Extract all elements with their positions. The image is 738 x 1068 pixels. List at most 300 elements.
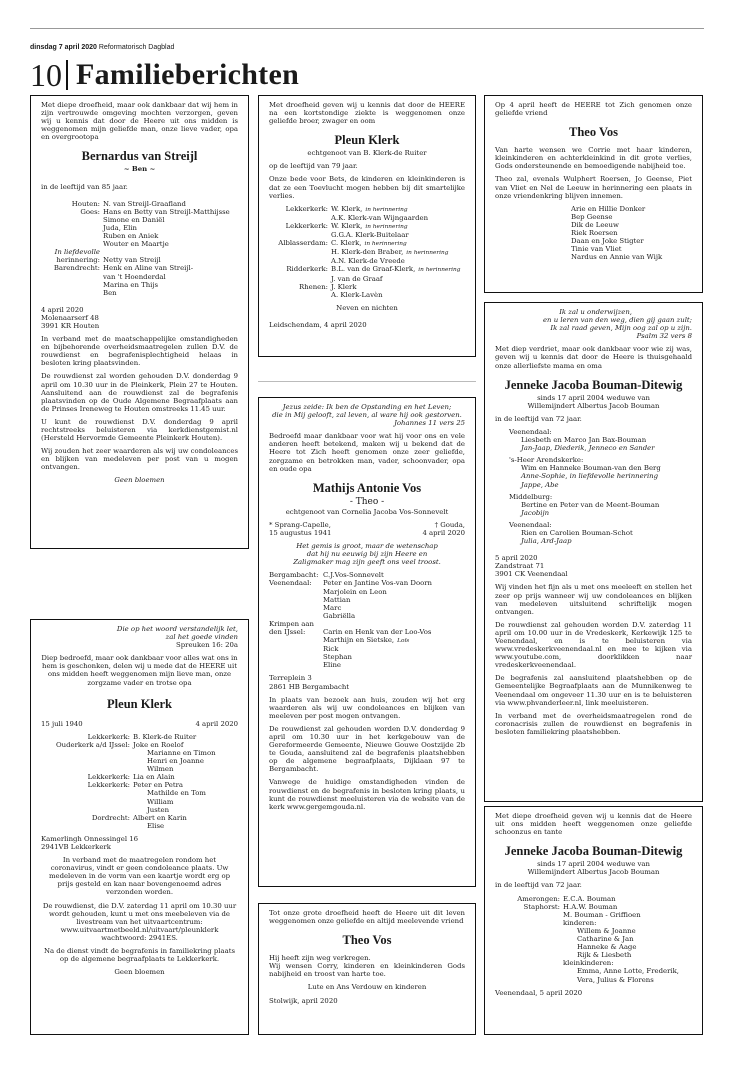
family-member: Gabriëlla <box>323 611 356 620</box>
section-title: Familieberichten <box>76 58 300 91</box>
family-member: H.A.W. Bouman <box>563 902 618 911</box>
death-date: 4 april 2020 <box>422 528 465 537</box>
family-list <box>495 428 692 545</box>
place-label <box>269 214 331 222</box>
family-value <box>331 205 465 214</box>
family-member: Rick <box>323 645 339 654</box>
family-row <box>269 248 465 257</box>
place-label <box>513 935 563 943</box>
announcement-jenneke-bouman-children <box>484 302 703 802</box>
family-member: Bertine en Peter van de Meent-Bouman <box>521 500 660 509</box>
deceased-name: Mathijs Antonie Vos <box>312 480 422 495</box>
ad-intro: Met diepe droefheid, maar ook dankbaar dat wij hem in zijn vertrouwde omgeving mochten verzorgen, geven wij u kennis dat door de Heere uit ons midden is weggenomen mijn geliefde man, onze lieve vader, opa en overgrootopa <box>41 101 238 142</box>
place-label: Houten: <box>71 199 100 208</box>
family-value <box>323 571 465 579</box>
family-row <box>269 214 465 222</box>
family-value <box>103 248 238 256</box>
signatory-list <box>495 205 692 262</box>
age-line: in de leeftijd van 72 jaar. <box>495 881 582 890</box>
family-row <box>269 275 465 283</box>
family-member: Hans en Betty van Streijl-Matthijsse <box>103 207 230 216</box>
family-value <box>323 588 465 596</box>
family-value <box>133 765 238 773</box>
footer-line: Stolwijk, april 2020 <box>269 996 338 1005</box>
family-member: C.J.Vos-Sonnevelt <box>323 571 384 580</box>
family-row <box>269 653 465 661</box>
family-member: Juda, Elin <box>103 223 137 232</box>
family-value <box>563 967 692 975</box>
family-row <box>41 273 238 281</box>
place-label <box>269 231 331 239</box>
family-row <box>269 257 465 265</box>
family-member: Willem & Joanne <box>577 926 636 935</box>
place-label: Veenendaal: <box>269 579 312 588</box>
verse-line: dat hij nu eeuwig bij zijn Heere en <box>306 550 428 559</box>
top-rule <box>30 28 704 29</box>
age-line: in de leeftijd van 85 jaar. <box>41 182 128 191</box>
family-row <box>41 757 238 765</box>
place-label <box>41 281 103 289</box>
announcement-pleun-klerk-siblings <box>258 95 476 357</box>
family-value <box>323 596 465 604</box>
note: in herinnering <box>365 223 408 230</box>
paragraph: Na de dienst vindt de begrafenis in familiekring plaats op de algemene begraafplaats te Lekkerkerk. <box>43 947 236 964</box>
family-member: A.N. Klerk-de Vreede <box>331 257 405 266</box>
ad-intro: Bedroefd maar dankbaar voor wat hij voor ons en vele anderen heeft betekend, maken wij u bekend dat de Heere tot Zich heeft genomen onze zeer geliefde, zorgzame en betrokken man, vader, schoonvader, opa en oude opa <box>269 432 465 473</box>
family-value <box>331 214 465 222</box>
ad-intro: Met diepe droefheid geven wij u kennis dat de Heere uit ons midden heeft weggenomen onze geliefde schoonzus en tante <box>495 812 692 837</box>
place-label: Veenendaal: <box>509 427 552 436</box>
place-label: 's-Heer Arendskerke: <box>509 456 584 465</box>
death-place: † Gouda, <box>434 520 465 529</box>
family-value <box>323 661 465 669</box>
family-value <box>563 903 692 911</box>
family-member: Simone en Daniël <box>103 215 165 224</box>
place-label: Goes: <box>80 207 100 216</box>
family-value <box>103 273 238 281</box>
ad-date: 5 april 2020 <box>495 554 538 563</box>
family-member: B.L. van de Graaf-Klerk, <box>331 265 416 274</box>
family-row <box>513 967 692 975</box>
signatories: Lute en Ans Verdouw en kinderen <box>307 983 427 992</box>
verse-line: zal het goede vinden <box>165 633 238 642</box>
ad-date: 4 april 2020 <box>41 305 84 314</box>
family-value <box>331 222 465 231</box>
family-member: Wouter en Maartje <box>103 240 169 249</box>
family-row <box>513 903 692 911</box>
family-value <box>331 265 465 274</box>
address-line-2: 3991 KR Houten <box>41 321 100 330</box>
family-member: Anne-Sophie, in liefdevolle herinnering <box>521 472 659 481</box>
spouse-line: echtgenoot van Cornelia Jacoba Vos-Sonnevelt <box>285 507 449 516</box>
family-row <box>41 806 238 814</box>
family-member: Marianne en Timon <box>147 748 216 757</box>
family-value <box>563 959 692 967</box>
ad-intro: Op 4 april heeft de HEERE tot Zich genomen onze geliefde vriend <box>495 101 692 118</box>
family-row <box>269 283 465 291</box>
place-label: Bergambacht: <box>269 571 319 580</box>
deceased-nickname: ~ Ben ~ <box>123 165 156 174</box>
family-member: A.K. Klerk-van Wijngaarden <box>331 213 429 222</box>
family-row <box>269 596 465 604</box>
verse-reference: Psalm 32 vers 8 <box>636 332 692 341</box>
family-value <box>133 822 238 830</box>
family-row <box>41 200 238 208</box>
page-header <box>30 44 174 52</box>
verse-line: Jezus zeide: Ik ben de Opstanding en het Leven; <box>282 403 452 411</box>
place-label: Dordrecht: <box>91 813 130 822</box>
family-value <box>133 757 238 765</box>
family-value <box>331 275 465 283</box>
deceased-name: Theo Vos <box>569 125 618 140</box>
verse-line: en u leren van den weg, dien gij gaan zult; <box>542 316 692 325</box>
family-group <box>509 493 692 517</box>
family-row <box>41 741 238 749</box>
title-divider <box>66 60 68 90</box>
family-row <box>41 798 238 806</box>
place-label <box>269 257 331 265</box>
family-row <box>513 895 692 903</box>
family-member: N. van Streijl-Graafland <box>103 199 186 208</box>
ad-intro: Met diep verdriet, maar ook dankbaar voor wie zij was, geven wij u kennis dat door de Heere is thuisgehaald onze allerliefste mama en oma <box>495 345 692 370</box>
place-label: den IJssel: <box>269 627 306 636</box>
place-label: Veenendaal: <box>509 520 552 529</box>
birth-place: * Sprang-Capelle, <box>269 520 331 529</box>
place-label: Amerongen: <box>517 894 560 903</box>
family-group <box>509 428 692 452</box>
birth-date: 15 augustus 1941 <box>269 528 332 537</box>
family-value <box>133 789 238 797</box>
place-label <box>269 248 331 257</box>
family-member: William <box>147 797 174 806</box>
family-row <box>41 281 238 289</box>
paragraph: Onze bede voor Bets, de kinderen en kleinkinderen is dat ze een Toevlucht mogen hebben bij dit smartelijke verlies. <box>269 175 465 200</box>
family-value <box>323 628 465 636</box>
place-label <box>513 911 563 919</box>
family-value <box>133 741 238 749</box>
family-member: Rijk & Liesbeth <box>577 951 632 960</box>
paragraph: De rouwdienst zal worden gehouden D.V. donderdag 9 april om 10.30 uur in de Pleinkerk, Plein 27 te Houten. Aansluitend aan de rouwdienst zal de begrafenis plaatsvinden op de Oude Algemene Begraafplaats aan de Prinses Ireneweg te Houten omstreeks 11.45 uur. <box>41 372 238 413</box>
family-value <box>103 240 238 248</box>
verse-reference: Spreuken 16: 20a <box>176 641 238 650</box>
deceased-name: Jenneke Jacoba Bouman-Ditewig <box>504 377 683 392</box>
family-member: Vera, Julius & Florens <box>577 975 654 984</box>
family-value <box>133 814 238 822</box>
family-value <box>103 200 238 208</box>
announcement-jenneke-bouman-inlaws <box>484 806 703 1035</box>
family-member: W. Klerk, <box>331 204 363 213</box>
address-line-1: Kamerlingh Onnessingel 16 <box>41 834 139 843</box>
place-label <box>269 612 323 620</box>
family-row <box>269 222 465 231</box>
place-label <box>269 645 323 653</box>
paragraph: Theo zal, evenals Wulphert Roersen, Jo Geense, Piet van Vliet en Nel de Leeuw in herinnering een plaats in onze vriendenkring blijven innemen. <box>495 175 692 200</box>
place-label <box>41 240 103 248</box>
family-row <box>513 976 692 984</box>
place-label: Krimpen aan <box>269 619 314 628</box>
family-value <box>331 239 465 248</box>
paragraph: Van harte wensen we Corrie met haar kinderen, kleinkinderen en achterkleinkind in dit grote verlies, Gods ondersteunende en bemoedigende nabijheid toe. <box>495 146 692 171</box>
family-member: kinderen: <box>563 918 597 927</box>
place-label <box>513 919 563 927</box>
family-member: Ruben en Aniek <box>103 232 159 241</box>
place-label <box>513 951 563 959</box>
deceased-name: Pleun Klerk <box>334 133 400 148</box>
paragraph: In verband met de maatschappelijke omstandigheden en bijbehorende overheidsmaatregelen zullen D.V. de rouwdienst en begrafenisplechtigheid helaas in besloten kring plaatsvinden. <box>41 335 238 368</box>
family-value <box>331 291 465 299</box>
place-label <box>269 596 323 604</box>
family-list <box>269 571 465 669</box>
signatory: Daan en Joke Stigter <box>571 237 644 246</box>
family-row <box>41 822 238 830</box>
place-label <box>269 604 323 612</box>
family-member: Jappe, Abe <box>521 480 559 489</box>
place-label <box>41 273 103 281</box>
page-number: 10 <box>30 57 62 93</box>
address-line-2: 2861 HB Bergambacht <box>269 682 350 691</box>
family-row <box>513 927 692 935</box>
family-list <box>495 895 692 984</box>
place-label: Lekkerkerk: <box>285 221 328 230</box>
place-label <box>513 943 563 951</box>
family-member: Lia en Alain <box>133 773 175 782</box>
family-value <box>103 289 238 297</box>
family-value <box>323 653 465 661</box>
place-label <box>513 959 563 967</box>
verse-line: Zaligmaker mag zijn geeft ons veel troost. <box>293 558 441 567</box>
family-member: Jan-Jaap, Diederik, Jenneco en Sander <box>521 444 655 453</box>
place-label: Staphorst: <box>523 902 560 911</box>
family-value <box>563 927 692 935</box>
family-row <box>41 773 238 781</box>
family-row <box>41 216 238 224</box>
ad-intro: Met droefheid geven wij u kennis dat door de HEERE na een kortstondige ziekte is weggenomen onze geliefde broer, zwager en oom <box>269 101 465 126</box>
family-value <box>103 208 238 216</box>
family-value <box>103 224 238 232</box>
place-label <box>269 661 323 669</box>
place-label <box>513 967 563 975</box>
family-value <box>323 636 465 645</box>
paragraph: De rouwdienst zal gehouden worden D.V. zaterdag 11 april om 10.00 uur in de Vredeskerk, Kerkewijk 125 te Veenendaal, en is te beluisteren via www.vredeskerkveenendaal.nl en mee te kijken via www.youtube.com, doorklikken naar vredeskerkveenendaal. <box>495 620 692 670</box>
place-label <box>41 765 133 773</box>
paragraph: Vanwege de huidige omstandigheden vinden de rouwdienst en de begrafenis in besloten kring plaats, u kunt de rouwdienst meeluisteren via de website van de kerk www.gergemgouda.nl. <box>269 778 465 811</box>
family-value <box>563 895 692 903</box>
family-member: B. Klerk-de Ruiter <box>133 732 197 741</box>
family-row <box>269 645 465 653</box>
header-paper: Reformatorisch Dagblad <box>98 44 175 51</box>
note: in herinnering <box>364 241 407 248</box>
place-label: Lekkerkerk: <box>87 732 130 741</box>
family-member: Albert en Karin <box>133 813 187 822</box>
paragraph: Wij vinden het fijn als u met ons meeleeft en stellen het zeer op prijs wanneer wij uw condoleances en blijken van medeleven uitsluitend schriftelijk mogen ontvangen. <box>495 583 692 616</box>
family-value <box>563 911 692 919</box>
place-label: herinnering: <box>56 256 100 265</box>
footer-line: Veenendaal, 5 april 2020 <box>495 988 583 997</box>
verse-line: die in Mij gelooft, zal leven, al ware hij ook gestorven. <box>272 411 462 420</box>
paragraph: Wij zouden het zeer waarderen als wij uw condoleances en blijken van medeleven per post van u mogen ontvangen. <box>41 447 238 472</box>
family-row <box>269 265 465 274</box>
family-member: Rien en Carolien Bouman-Schot <box>521 528 633 537</box>
family-member: Eline <box>323 661 341 670</box>
family-member: Carin en Henk van der Loo-Vos <box>323 627 432 636</box>
family-member: Justen <box>147 805 170 814</box>
note: in herinnering <box>365 206 408 213</box>
paragraph: De rouwdienst zal gehouden worden D.V. donderdag 9 april om 10.30 uur in het kerkgebouw van de Gereformeerde Gemeente, Nieuwe Gouwe Oostzijde 2b te Gouda, aansluitend zal de begrafenis plaatshebben op de algemene begraafplaats, Dijklaan 97 te Bergambacht. <box>269 724 465 774</box>
place-label <box>41 224 103 232</box>
paragraph: In plaats van bezoek aan huis, zouden wij het erg waarderen als wij uw condoleances en blijken van meeleven per post mogen ontvangen. <box>269 695 465 720</box>
header-date: dinsdag 7 april 2020 <box>30 44 97 51</box>
family-member: Marc <box>323 603 342 612</box>
paragraph: In verband met de maatregelen rondom het coronavirus, vindt er geen condoleance plaats. Uw medeleven in de vorm van een kaartje wordt erg op prijs gesteld en kan naar bovengenoemd adres verzonden worden. <box>48 856 231 897</box>
family-row <box>41 208 238 216</box>
family-value <box>563 919 692 927</box>
family-member: Henri en Joanne <box>147 757 204 766</box>
deceased-name: Pleun Klerk <box>107 696 172 711</box>
closing-line: Geen bloemen <box>114 968 165 977</box>
place-label: Lekkerkerk: <box>285 204 328 213</box>
signatory: Riek Roersen <box>571 229 618 238</box>
place-label <box>269 653 323 661</box>
family-row <box>269 205 465 214</box>
birth-date: 15 juli 1940 <box>41 719 83 728</box>
address-line-1: Terreplein 3 <box>269 674 312 683</box>
family-value <box>323 645 465 653</box>
family-row <box>513 911 692 919</box>
family-row <box>269 588 465 596</box>
family-member: kleinkinderen: <box>563 959 614 968</box>
family-value <box>331 257 465 265</box>
family-value <box>103 216 238 224</box>
footer-line: Leidschendam, 4 april 2020 <box>269 320 367 329</box>
family-member: C. Klerk, <box>331 239 362 248</box>
place-label <box>269 588 323 596</box>
place-label <box>41 806 133 814</box>
family-list <box>269 205 465 299</box>
place-label <box>41 757 133 765</box>
family-row <box>513 935 692 943</box>
announcement-mathijs-antonie-vos <box>258 397 476 887</box>
family-value <box>563 976 692 984</box>
family-row <box>513 919 692 927</box>
family-member: Hanneke & Aage <box>577 943 637 952</box>
age-line: op de leeftijd van 79 jaar. <box>269 162 358 171</box>
address-line-2: 3901 CK Veenendaal <box>495 570 568 579</box>
place-label: Rhenen: <box>299 282 328 291</box>
family-value <box>103 232 238 240</box>
family-row <box>41 232 238 240</box>
note: in herinnering <box>418 267 461 274</box>
family-row <box>269 612 465 620</box>
family-group <box>509 456 692 488</box>
family-value <box>323 579 465 587</box>
place-label: Ridderkerk: <box>286 265 328 274</box>
place-label <box>513 976 563 984</box>
place-label <box>513 927 563 935</box>
announcement-bernardus-van-streijl <box>30 95 249 549</box>
family-row <box>269 571 465 579</box>
family-list <box>41 733 238 830</box>
widow-line: sinds 17 april 2004 weduwe van <box>537 860 650 869</box>
place-label <box>41 798 133 806</box>
family-member: Marjolein en Leon <box>323 587 387 596</box>
verse-line: Het gemis is groot, maar de wetenschap <box>296 542 438 551</box>
family-member: Joke en Roelof <box>133 740 184 749</box>
address-line-2: 2941VB Lekkerkerk <box>41 842 111 851</box>
family-value <box>133 749 238 757</box>
place-label <box>41 216 103 224</box>
family-member: H. Klerk-den Braber, <box>331 248 404 257</box>
place-label <box>41 789 133 797</box>
signatory: Tinie van Vliet <box>571 245 622 254</box>
verse-line: Die op het woord verstandelijk let, <box>116 625 238 633</box>
paragraph: Wij wensen Corry, kinderen en kleinkinderen Gods nabijheid en troost van harte toe. <box>269 962 465 979</box>
family-row <box>41 240 238 248</box>
death-date: 4 april 2020 <box>195 719 238 728</box>
family-member: J. van de Graaf <box>331 274 383 283</box>
place-label <box>269 636 323 645</box>
family-value <box>133 773 238 781</box>
deceased-name: Jenneke Jacoba Bouman-Ditewig <box>504 844 683 859</box>
family-member: J. Klerk <box>331 282 357 291</box>
family-member: Mattian <box>323 595 351 604</box>
announcement-pleun-klerk-family <box>30 619 249 1035</box>
verse-line: Ik zal raad geven, Mijn oog zal op u zijn. <box>550 324 692 333</box>
family-row <box>269 231 465 239</box>
family-member: W. Klerk, <box>331 221 363 230</box>
family-member: van 't Hoenderdal <box>103 272 166 281</box>
family-member: Peter en Jantine Vos-van Doorn <box>323 579 432 588</box>
family-row <box>269 661 465 669</box>
place-label: Middelburg: <box>509 492 553 501</box>
family-value <box>133 733 238 741</box>
family-member: Jacobijn <box>521 508 550 517</box>
family-member: Wim en Hanneke Bouman-van den Berg <box>521 464 661 473</box>
note: in herinnering <box>406 250 449 257</box>
family-value <box>133 781 238 789</box>
family-member: A. Klerk-Lavèn <box>331 290 383 299</box>
family-row <box>41 765 238 773</box>
family-row <box>269 579 465 587</box>
deceased-name: Theo Vos <box>342 933 392 948</box>
family-member: Liesbeth en Marco Jan Bax-Bouman <box>521 436 647 445</box>
paragraph: U kunt de rouwdienst D.V. donderdag 9 april rechtstreeks beluisteren via kerkdienstgemist.nl (Hersteld Hervormde Gemeente Pleinkerk Houten). <box>41 417 238 443</box>
age-line: in de leeftijd van 72 jaar. <box>495 414 582 423</box>
address-line-1: Molenaarserf 48 <box>41 313 99 322</box>
family-member: Stephan <box>323 653 352 662</box>
place-label: In liefdevolle <box>54 248 100 257</box>
note: Loïs <box>397 638 410 645</box>
family-member: Netty van Streijl <box>103 256 161 265</box>
family-row <box>41 248 238 256</box>
family-row <box>41 781 238 789</box>
family-member: Wilmen <box>147 765 174 774</box>
family-value <box>323 612 465 620</box>
family-value <box>331 283 465 291</box>
place-label: Ouderkerk a/d IJssel: <box>56 740 130 749</box>
family-member: Catharine & Jan <box>577 935 634 944</box>
deceased-name: Bernardus van Streijl <box>81 149 198 164</box>
nephews-line: Neven en nichten <box>336 303 398 312</box>
paragraph: De rouwdienst, die D.V. zaterdag 11 april om 10.30 uur wordt gehouden, kunt u met ons meebeleven via de livestream van het uitvaartcentrum: www.uitvaartmetbeeld.nl/uitvaart/pleunklerk wachtwoord: 2941ES. <box>42 901 237 942</box>
family-row <box>269 604 465 612</box>
spouse-line: echtgenoot van B. Klerk-de Ruiter <box>307 149 427 158</box>
family-member: Ben <box>103 288 117 297</box>
place-label <box>269 291 331 299</box>
verse-reference: Johannes 11 vers 25 <box>394 419 465 428</box>
family-row <box>513 951 692 959</box>
family-member: Henk en Aline van Streijl- <box>103 264 194 273</box>
family-value <box>563 951 692 959</box>
